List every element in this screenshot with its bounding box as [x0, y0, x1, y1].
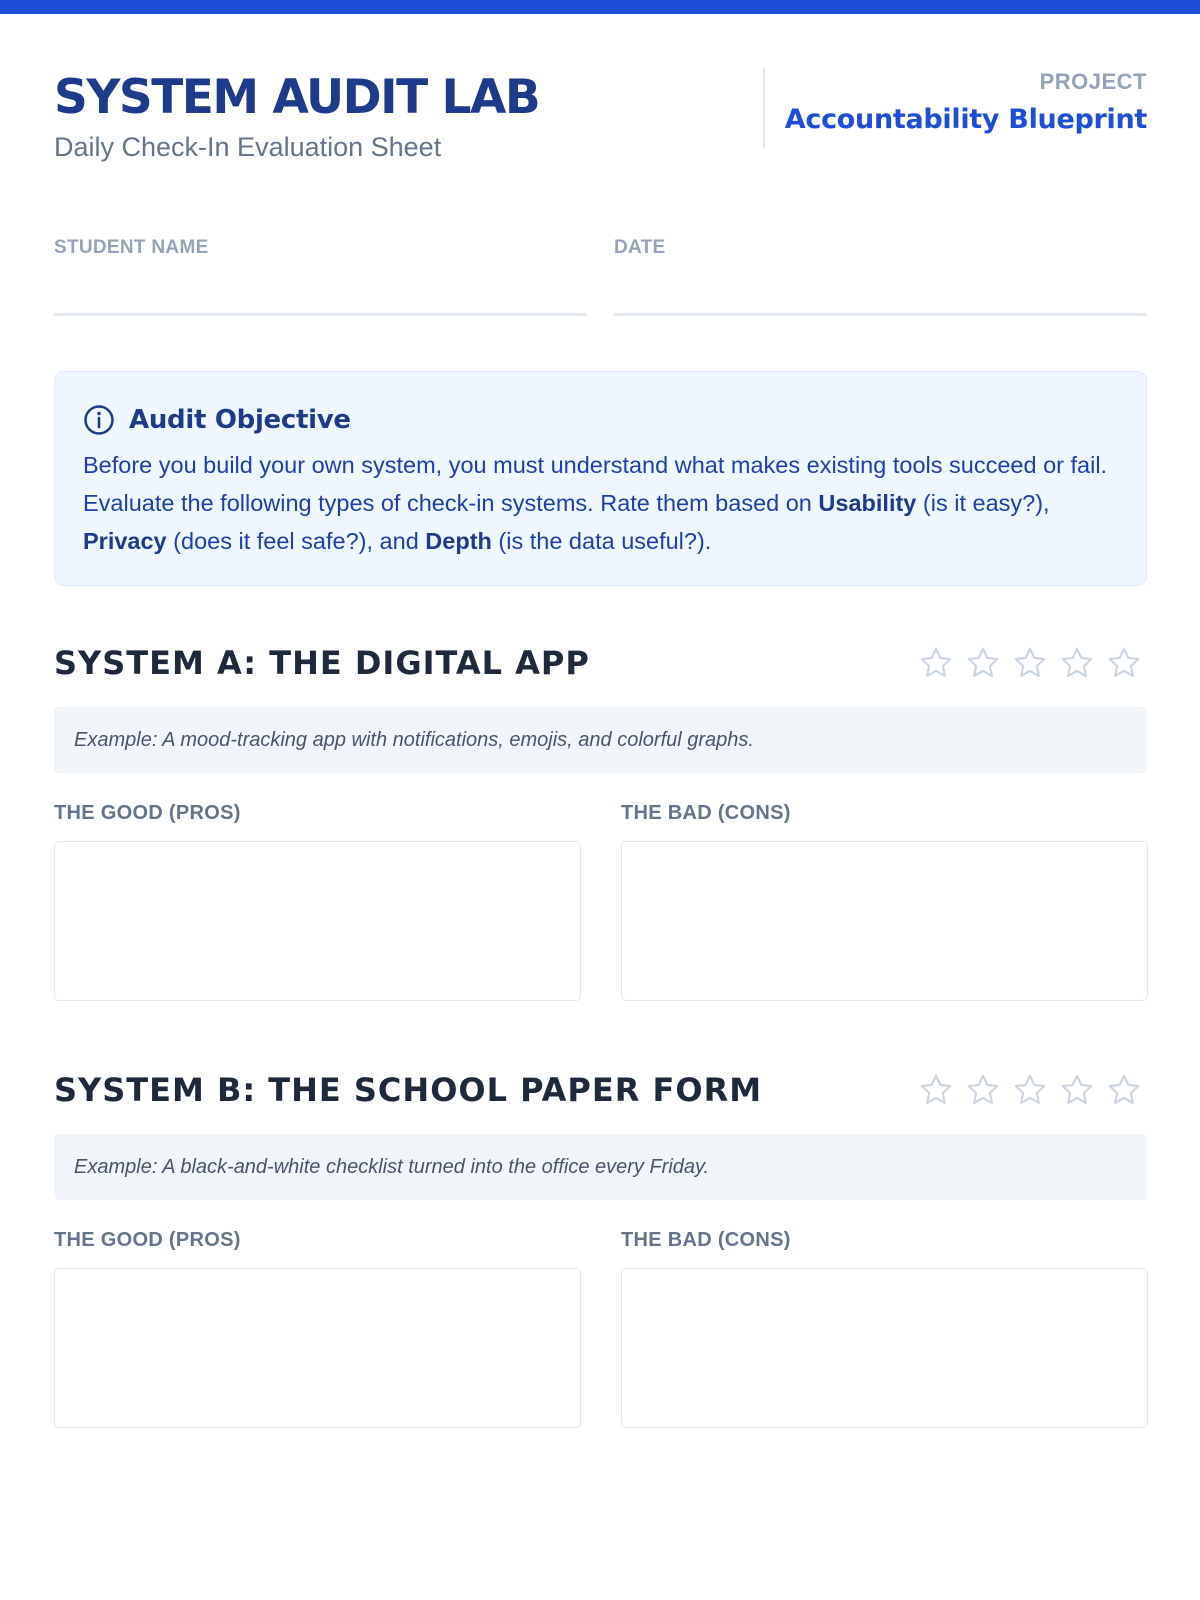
system-b-cons-box[interactable] — [621, 1268, 1148, 1428]
objective-term-privacy: Privacy — [83, 528, 167, 554]
student-name-field[interactable] — [54, 313, 587, 316]
star-outline-icon[interactable] — [1059, 645, 1095, 681]
system-b-pros-label: THE GOOD (PROS) — [54, 1229, 241, 1251]
system-b-example — [54, 1134, 1147, 1200]
header-divider — [763, 68, 765, 148]
objective-term-usability: Usability — [818, 490, 917, 516]
objective-text-part: (is it easy?), — [916, 490, 1050, 516]
star-outline-icon[interactable] — [1059, 1072, 1095, 1108]
star-outline-icon[interactable] — [1012, 1072, 1048, 1108]
objective-text — [83, 446, 1113, 560]
star-outline-icon[interactable] — [965, 1072, 1001, 1108]
info-icon — [83, 404, 115, 436]
star-outline-icon[interactable] — [965, 645, 1001, 681]
star-outline-icon[interactable] — [1012, 645, 1048, 681]
audit-objective-box — [54, 371, 1147, 586]
project-label: PROJECT — [1039, 69, 1147, 94]
project-name: Accountability Blueprint — [784, 104, 1147, 135]
system-a-cons-box[interactable] — [621, 841, 1148, 1001]
page-subtitle: Daily Check-In Evaluation Sheet — [54, 132, 442, 162]
system-a-cons-label: THE BAD (CONS) — [621, 802, 791, 824]
star-outline-icon[interactable] — [918, 1072, 954, 1108]
system-b-pros-box[interactable] — [54, 1268, 581, 1428]
system-a-title: SYSTEM A: THE DIGITAL APP — [54, 644, 590, 682]
objective-term-depth: Depth — [425, 528, 492, 554]
system-b-title: SYSTEM B: THE SCHOOL PAPER FORM — [54, 1071, 763, 1109]
top-accent-bar — [0, 0, 1200, 14]
page-header — [54, 64, 1147, 164]
objective-title: Audit Objective — [129, 405, 351, 435]
example-text: Example: A black-and-white checklist turned into the office every Friday. — [74, 1156, 710, 1178]
date-label: DATE — [614, 237, 666, 258]
star-outline-icon[interactable] — [1106, 645, 1142, 681]
example-text: Example: A mood-tracking app with notifications, emojis, and colorful graphs. — [74, 729, 754, 751]
system-a-rating — [918, 645, 1142, 681]
student-name-label: STUDENT NAME — [54, 237, 209, 258]
star-outline-icon[interactable] — [1106, 1072, 1142, 1108]
objective-text-part: Before you build your own system, you must understand what makes existing tools succeed or fail. Evaluate the following types of check-in systems. Rate them based on — [83, 452, 1108, 516]
page-title: SYSTEM AUDIT LAB — [54, 70, 540, 125]
system-b-rating — [918, 1072, 1142, 1108]
system-a-pros-label: THE GOOD (PROS) — [54, 802, 241, 824]
date-field[interactable] — [614, 313, 1147, 316]
objective-text-part: (is the data useful?). — [491, 528, 712, 554]
system-a-pros-box[interactable] — [54, 841, 581, 1001]
star-outline-icon[interactable] — [918, 645, 954, 681]
objective-text-part: (does it feel safe?), and — [166, 528, 426, 554]
system-a-example — [54, 707, 1147, 773]
system-b-cons-label: THE BAD (CONS) — [621, 1229, 791, 1251]
